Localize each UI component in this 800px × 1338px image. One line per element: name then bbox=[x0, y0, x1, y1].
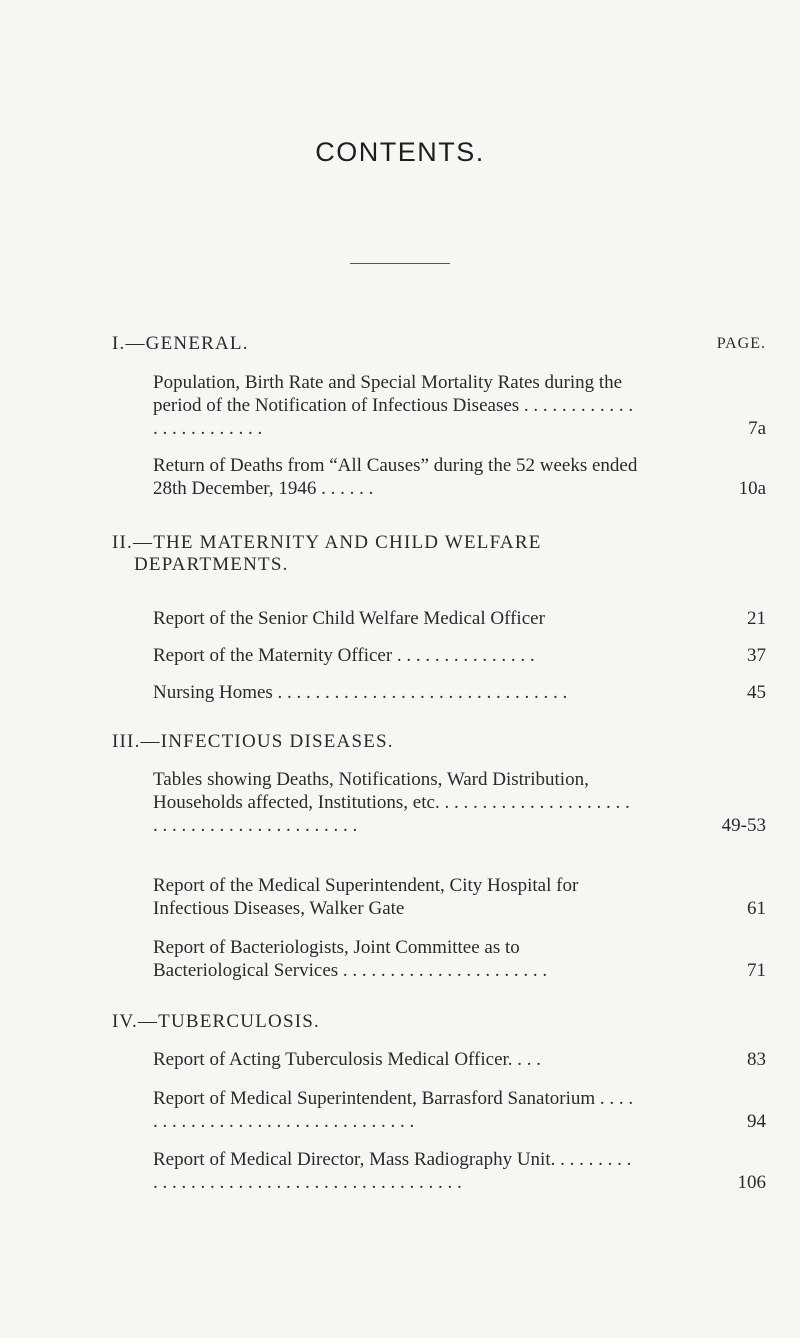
toc-entry-page: 21 bbox=[747, 608, 766, 629]
toc-entry bbox=[153, 1148, 766, 1194]
toc-entry-page: 37 bbox=[747, 645, 766, 666]
section-heading-text: III.—INFECTIOUS DISEASES. bbox=[112, 731, 394, 752]
toc-entry bbox=[153, 1048, 766, 1071]
toc-entry bbox=[153, 607, 766, 630]
section-heading-text: I.—GENERAL. bbox=[112, 333, 249, 354]
section-heading-general bbox=[112, 333, 249, 355]
document-title: CONTENTS. bbox=[315, 137, 485, 167]
toc-entry-page: 61 bbox=[747, 898, 766, 919]
section-heading-infectious-diseases bbox=[112, 731, 394, 753]
section-heading-maternity-child-welfare bbox=[112, 532, 542, 576]
toc-entry-page: 49-53 bbox=[721, 815, 766, 836]
section-heading-text: II.—THE MATERNITY AND CHILD WELFARE bbox=[112, 532, 542, 553]
toc-entry-text: Report of the Medical Superintendent, City Hospital for Infectious Diseases, Walker Gate bbox=[153, 875, 579, 919]
toc-entry bbox=[153, 681, 766, 704]
toc-entry-text: Return of Deaths from “All Causes” during the 52 weeks ended 28th December, 1946 . . . . . . bbox=[153, 455, 638, 499]
toc-entry-page: 106 bbox=[737, 1172, 766, 1193]
toc-entry-text: Report of Medical Director, Mass Radiography Unit. . . . . . . . . . . . . . . . . . . . . . . . . . . . . . . . . . . . . . . . . . bbox=[153, 1149, 632, 1193]
section-heading-text-continued: DEPARTMENTS. bbox=[134, 554, 289, 575]
toc-entry-page: 45 bbox=[747, 682, 766, 703]
toc-entry bbox=[153, 454, 766, 500]
toc-entry-page: 71 bbox=[747, 960, 766, 981]
toc-entry-text: Nursing Homes . . . . . . . . . . . . . . . . . . . . . . . . . . . . . . . bbox=[153, 682, 568, 703]
toc-entry bbox=[153, 371, 766, 440]
section-heading-tuberculosis bbox=[112, 1011, 320, 1033]
toc-entry bbox=[153, 936, 766, 982]
toc-entry-text: Report of the Maternity Officer . . . . . . . . . . . . . . . bbox=[153, 645, 535, 666]
page-column-header: PAGE. bbox=[716, 335, 766, 352]
toc-entry bbox=[153, 1087, 766, 1133]
toc-entry-text: Report of Medical Superintendent, Barrasford Sanatorium . . . . . . . . . . . . . . . . . . . . . . . . . . . . . . . . bbox=[153, 1088, 634, 1132]
toc-entry-page: 10a bbox=[738, 478, 766, 499]
title-divider bbox=[350, 263, 450, 264]
toc-entry-page: 7a bbox=[748, 418, 766, 439]
toc-entry-text: Report of the Senior Child Welfare Medical Officer bbox=[153, 608, 545, 629]
toc-entry-page: 83 bbox=[747, 1049, 766, 1070]
toc-entry-text: Report of Acting Tuberculosis Medical Officer. . . . bbox=[153, 1049, 542, 1070]
toc-entry bbox=[153, 874, 766, 920]
toc-entry-text: Report of Bacteriologists, Joint Committee as to Bacteriological Services . . . . . . . . . . . . . . . . . . . . . . bbox=[153, 937, 548, 981]
toc-entry-page: 94 bbox=[747, 1111, 766, 1132]
toc-entry bbox=[153, 768, 766, 837]
toc-entry-text: Population, Birth Rate and Special Mortality Rates during the period of the Notification of Infectious Diseases . . . . . . . . . . . . . . . . . . . . . . . . bbox=[153, 372, 634, 439]
section-heading-text: IV.—TUBERCULOSIS. bbox=[112, 1011, 320, 1032]
toc-entry bbox=[153, 644, 766, 667]
toc-entry-text: Tables showing Deaths, Notifications, Ward Distribution, Households affected, Institutions, etc. . . . . . . . . . . . . . . . . . . . . . . . . . . . . . . . . . . . . . . . . . . bbox=[153, 769, 630, 836]
